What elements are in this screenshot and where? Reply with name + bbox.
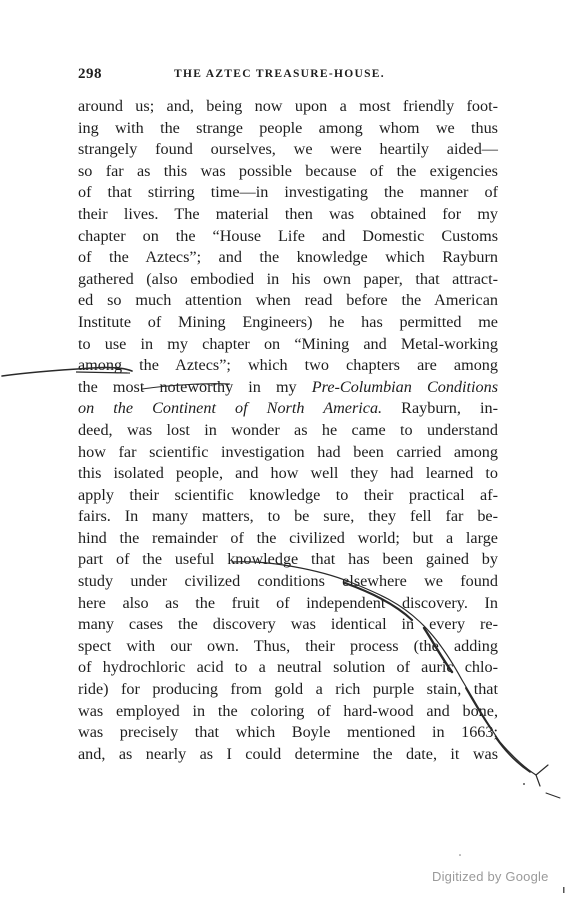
text-segment: to use in my chapter on “Mining and Metal-working [78,334,498,353]
text-line [78,398,498,420]
text-segment: how far scientific investigation had been carried among [78,442,498,461]
text-line [78,614,498,636]
text-line [78,701,498,723]
text-segment: fairs. In many matters, to be sure, they fell far be- [78,507,498,526]
text-segment: of that stirring time—in investigating the manner of [78,183,498,202]
text-line [78,377,498,399]
text-segment: this isolated people, and how well they had learned to [78,464,498,483]
text-line [78,506,498,528]
text-line [78,139,498,161]
text-line [78,118,498,140]
text-segment: ed so much attention when read before the American [78,291,498,310]
text-segment: chapter on the “House Life and Domestic Customs [78,226,498,245]
text-segment: here also as the fruit of independent discovery. In [78,593,498,612]
text-line [78,636,498,658]
text-segment: was precisely that which Boyle mentioned in 1663; [78,723,498,742]
digitized-watermark: Digitized by Google [432,869,549,884]
text-segment: apply their scientific knowledge to their practical af- [78,485,498,504]
text-segment: deed, was lost in wonder as he came to understand [78,420,498,439]
text-line [78,722,498,744]
text-segment: among the Aztecs”; which two chapters are among [78,356,498,375]
text-segment: gathered (also embodied in his own paper, that attract- [78,269,498,288]
text-segment: the most noteworthy in my [78,377,312,396]
text-segment: strangely found ourselves, we were heartily aided— [78,140,498,159]
page-number: 298 [78,66,102,82]
text-segment: part of the useful knowledge that has been gained by [78,550,498,569]
text-segment: of the Aztecs”; and the knowledge which Rayburn [78,248,498,267]
italic-text: on the Continent of North America. [78,399,383,418]
running-head [78,66,498,86]
text-line [78,355,498,377]
text-line [78,182,498,204]
text-segment: study under civilized conditions elsewhere we found [78,572,498,591]
text-segment: of hydrochloric acid to a neutral solution of auric chlo- [78,658,498,677]
text-segment: was employed in the coloring of hard-wood and bone, [78,701,498,720]
text-line [78,549,498,571]
text-segment: hind the remainder of the civilized world; but a large [78,528,498,547]
text-line [78,312,498,334]
text-line [78,290,498,312]
running-title: THE AZTEC TREASURE-HOUSE. [174,68,385,80]
text-segment: so far as this was possible because of the exigencies [78,161,498,180]
body-text [78,96,498,765]
text-segment: ing with the strange people among whom we thus [78,118,498,137]
text-line [78,96,498,118]
text-line [78,442,498,464]
text-segment: spect with our own. Thus, their process (the adding [78,636,498,655]
text-line [78,420,498,442]
text-line [78,226,498,248]
text-line [78,593,498,615]
text-segment: Rayburn, in- [382,399,498,418]
text-line [78,485,498,507]
text-segment: around us; and, being now upon a most friendly foot- [78,97,498,115]
text-line [78,571,498,593]
text-segment: their lives. The material then was obtained for my [78,204,498,223]
text-segment: many cases the discovery was identical in every re- [78,615,498,634]
text-line [78,161,498,183]
text-line [78,204,498,226]
text-segment: and, as nearly as I could determine the date, it was [78,744,498,763]
text-segment: Institute of Mining Engineers) he has permitted me [78,312,498,331]
text-line [78,657,498,679]
text-line [78,247,498,269]
text-line [78,463,498,485]
italic-text: Pre-Columbian Conditions [311,377,498,396]
text-line [78,528,498,550]
text-line [78,334,498,356]
text-line [78,744,498,766]
text-line [78,679,498,701]
text-segment: ride) for producing from gold a rich purple stain, that [78,680,498,699]
text-line [78,269,498,291]
